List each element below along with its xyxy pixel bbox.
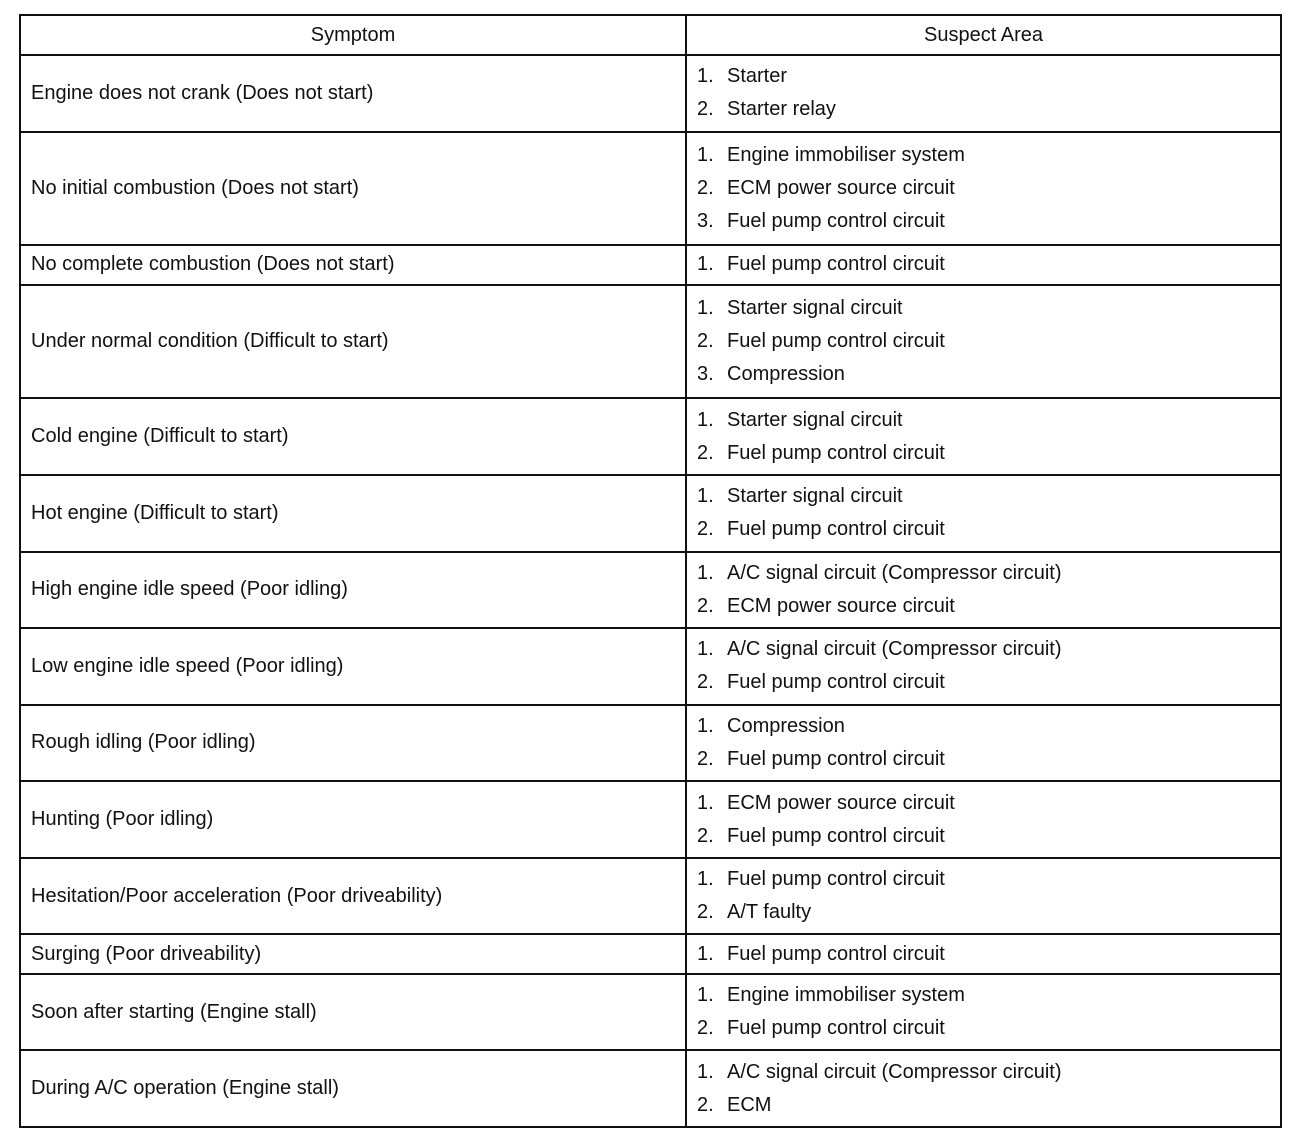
suspect-item-number: 1.	[697, 984, 714, 1007]
suspect-list	[697, 404, 1270, 470]
suspect-list	[697, 979, 1270, 1045]
suspect-item-number: 2.	[697, 176, 714, 199]
suspect-item	[697, 557, 1270, 590]
suspect-item	[697, 404, 1270, 437]
symptom-table	[19, 14, 1282, 1128]
table-row	[20, 285, 1281, 399]
suspect-item	[697, 172, 1270, 205]
suspect-item	[697, 666, 1270, 699]
suspect-item-text: Engine immobiliser system	[727, 143, 965, 166]
suspect-item-number: 1.	[697, 408, 714, 431]
suspect-item-number: 1.	[697, 942, 714, 965]
symptom-cell: Low engine idle speed (Poor idling)	[20, 628, 686, 705]
table-row	[20, 475, 1281, 552]
suspect-item-number: 2.	[697, 901, 714, 924]
suspect-item	[697, 743, 1270, 776]
suspect-item-number: 2.	[697, 330, 714, 353]
suspect-item-number: 3.	[697, 209, 714, 232]
symptom-cell: Soon after starting (Engine stall)	[20, 974, 686, 1051]
suspect-area-cell	[686, 475, 1281, 552]
suspect-list	[697, 633, 1270, 699]
table-row	[20, 552, 1281, 629]
suspect-item-number: 1.	[697, 1060, 714, 1083]
suspect-item	[697, 292, 1270, 325]
suspect-list	[697, 863, 1270, 929]
suspect-item-text: Fuel pump control circuit	[727, 868, 945, 891]
suspect-area-cell	[686, 398, 1281, 475]
suspect-list	[697, 938, 1270, 971]
suspect-item-number: 1.	[697, 714, 714, 737]
suspect-item-text: Fuel pump control circuit	[727, 330, 945, 353]
suspect-item-number: 1.	[697, 868, 714, 891]
suspect-item-number: 1.	[697, 791, 714, 814]
table-row	[20, 858, 1281, 935]
suspect-area-cell	[686, 285, 1281, 399]
table-row	[20, 132, 1281, 246]
suspect-area-cell	[686, 858, 1281, 935]
suspect-area-cell	[686, 1050, 1281, 1127]
table-row	[20, 55, 1281, 132]
suspect-item-text: Fuel pump control circuit	[727, 253, 945, 276]
suspect-list	[697, 292, 1270, 391]
suspect-item-text: A/C signal circuit (Compressor circuit)	[727, 638, 1062, 661]
symptom-cell: Rough idling (Poor idling)	[20, 705, 686, 782]
suspect-item-number: 1.	[697, 638, 714, 661]
suspect-item-text: ECM power source circuit	[727, 791, 955, 814]
suspect-item-text: A/T faulty	[727, 901, 812, 924]
suspect-area-cell	[686, 55, 1281, 132]
suspect-item-text: Compression	[727, 714, 845, 737]
suspect-item-number: 2.	[697, 1093, 714, 1116]
table-row	[20, 705, 1281, 782]
suspect-item	[697, 787, 1270, 820]
suspect-item-number: 3.	[697, 363, 714, 386]
suspect-item-number: 2.	[697, 518, 714, 541]
suspect-item-text: ECM power source circuit	[727, 594, 955, 617]
suspect-item-text: Fuel pump control circuit	[727, 441, 945, 464]
table-row	[20, 1050, 1281, 1127]
symptom-cell: Cold engine (Difficult to start)	[20, 398, 686, 475]
suspect-item-text: Fuel pump control circuit	[727, 209, 945, 232]
suspect-item-number: 2.	[697, 98, 714, 121]
suspect-item-number: 2.	[697, 671, 714, 694]
suspect-item-number: 1.	[697, 65, 714, 88]
suspect-item-text: Starter signal circuit	[727, 297, 903, 320]
suspect-item-text: Compression	[727, 363, 845, 386]
suspect-area-cell	[686, 552, 1281, 629]
suspect-item-text: ECM power source circuit	[727, 176, 955, 199]
table-row	[20, 781, 1281, 858]
symptom-cell: Surging (Poor driveability)	[20, 934, 686, 973]
suspect-item-text: A/C signal circuit (Compressor circuit)	[727, 1060, 1062, 1083]
suspect-list	[697, 710, 1270, 776]
suspect-list	[697, 139, 1270, 238]
suspect-item	[697, 938, 1270, 971]
suspect-item-number: 1.	[697, 143, 714, 166]
suspect-item-number: 1.	[697, 561, 714, 584]
suspect-item-number: 2.	[697, 1017, 714, 1040]
suspect-item	[697, 710, 1270, 743]
suspect-item	[697, 513, 1270, 546]
suspect-item-text: Starter relay	[727, 98, 836, 121]
suspect-item-text: Fuel pump control circuit	[727, 518, 945, 541]
suspect-item-text: A/C signal circuit (Compressor circuit)	[727, 561, 1062, 584]
suspect-item-text: Starter signal circuit	[727, 485, 903, 508]
header-row	[20, 15, 1281, 55]
symptom-cell: Engine does not crank (Does not start)	[20, 55, 686, 132]
suspect-item	[697, 358, 1270, 391]
table-row	[20, 934, 1281, 973]
suspect-item-number: 2.	[697, 824, 714, 847]
suspect-item-text: Fuel pump control circuit	[727, 824, 945, 847]
suspect-item-text: Fuel pump control circuit	[727, 671, 945, 694]
suspect-list	[697, 557, 1270, 623]
suspect-item-text: Starter	[727, 65, 788, 88]
suspect-item	[697, 1089, 1270, 1122]
suspect-item-text: Fuel pump control circuit	[727, 747, 945, 770]
table-row	[20, 628, 1281, 705]
suspect-area-cell	[686, 934, 1281, 973]
suspect-area-cell	[686, 974, 1281, 1051]
symptom-cell: Hunting (Poor idling)	[20, 781, 686, 858]
suspect-item	[697, 139, 1270, 172]
symptom-cell: During A/C operation (Engine stall)	[20, 1050, 686, 1127]
suspect-item-text: Starter signal circuit	[727, 408, 903, 431]
table-row	[20, 398, 1281, 475]
symptom-cell: Hesitation/Poor acceleration (Poor driveability)	[20, 858, 686, 935]
suspect-list	[697, 787, 1270, 853]
suspect-item-text: ECM	[727, 1093, 772, 1116]
symptom-cell: Under normal condition (Difficult to start)	[20, 285, 686, 399]
header-symptom: Symptom	[20, 15, 686, 55]
suspect-list	[697, 248, 1270, 281]
suspect-area-cell	[686, 132, 1281, 246]
symptom-cell: Hot engine (Difficult to start)	[20, 475, 686, 552]
table-body	[20, 55, 1281, 1127]
suspect-area-cell	[686, 245, 1281, 284]
suspect-item	[697, 979, 1270, 1012]
suspect-area-cell	[686, 781, 1281, 858]
suspect-item-number: 1.	[697, 485, 714, 508]
symptom-cell: No initial combustion (Does not start)	[20, 132, 686, 246]
suspect-item	[697, 93, 1270, 126]
suspect-list	[697, 60, 1270, 126]
table-row	[20, 974, 1281, 1051]
suspect-item	[697, 896, 1270, 929]
suspect-item	[697, 1056, 1270, 1089]
suspect-item	[697, 590, 1270, 623]
suspect-list	[697, 1056, 1270, 1122]
suspect-item-number: 1.	[697, 253, 714, 276]
suspect-item	[697, 325, 1270, 358]
suspect-item	[697, 633, 1270, 666]
suspect-item-text: Fuel pump control circuit	[727, 1017, 945, 1040]
symptom-cell: No complete combustion (Does not start)	[20, 245, 686, 284]
suspect-item-text: Engine immobiliser system	[727, 984, 965, 1007]
suspect-list	[697, 480, 1270, 546]
suspect-item	[697, 205, 1270, 238]
suspect-item-text: Fuel pump control circuit	[727, 942, 945, 965]
header-suspect-area: Suspect Area	[686, 15, 1281, 55]
suspect-item	[697, 1012, 1270, 1045]
table-row	[20, 245, 1281, 284]
suspect-item	[697, 60, 1270, 93]
suspect-item	[697, 820, 1270, 853]
suspect-item-number: 2.	[697, 747, 714, 770]
suspect-item	[697, 480, 1270, 513]
symptom-cell: High engine idle speed (Poor idling)	[20, 552, 686, 629]
suspect-area-cell	[686, 628, 1281, 705]
suspect-item	[697, 248, 1270, 281]
suspect-item-number: 2.	[697, 441, 714, 464]
suspect-item	[697, 863, 1270, 896]
suspect-item	[697, 437, 1270, 470]
suspect-item-number: 1.	[697, 297, 714, 320]
suspect-item-number: 2.	[697, 594, 714, 617]
suspect-area-cell	[686, 705, 1281, 782]
